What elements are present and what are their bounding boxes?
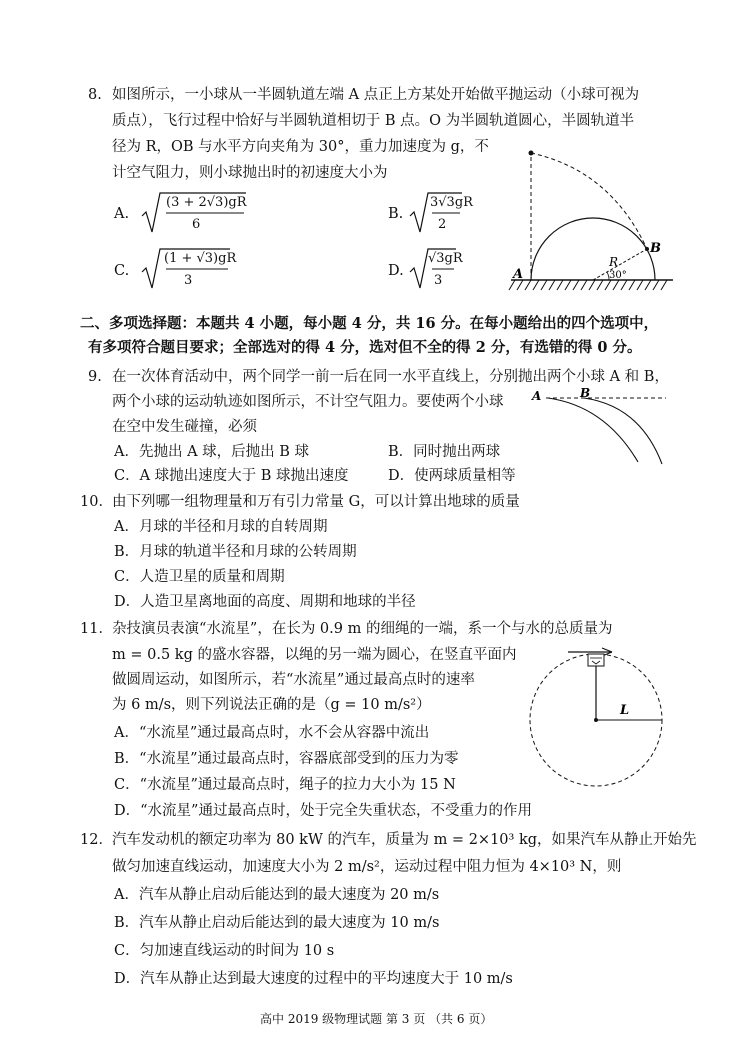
q9-option-c: C．A 球抛出速度大于 B 球抛出速度 (114, 468, 349, 484)
q9-option-a: A．先抛出 A 球，后抛出 B 球 (114, 444, 310, 460)
page-footer: 高中 2019 级物理试题 第 3 页 （共 6 页） (260, 1012, 493, 1026)
q8-option-a-letter: A. (114, 206, 130, 222)
section2-line-2: 有多项符合题目要求；全部选对的得 4 分，选对但不全的得 2 分，有选错的得 0 分。 (88, 339, 642, 356)
q10-option-b: B．月球的轨道半径和月球的公转周期 (114, 544, 357, 560)
q11-label-l: L (620, 703, 630, 718)
q11-option-d: D．“水流星”通过最高点时，处于完全失重状态，不受重力的作用 (114, 803, 532, 819)
q10-option-d: D．人造卫星离地面的高度、周期和地球的半径 (114, 594, 416, 610)
q8-option-d-denominator: 3 (434, 273, 443, 288)
q9-number: 9. (88, 369, 102, 385)
q8-label-a: A (513, 267, 524, 282)
q12-line-2: 做匀加速直线运动，加速度大小为 2 m/s²，运动过程中阻力恒为 4×10³ N，则 (112, 859, 622, 875)
q8-option-c-numerator: (1 + √3)gR (164, 251, 237, 266)
q10-option-c: C．人造卫星的质量和周期 (114, 569, 285, 585)
q9-label-a: A (532, 389, 542, 403)
q12-option-d: D．汽车从静止达到最大速度的过程中的平均速度大于 10 m/s (114, 971, 513, 987)
q11-option-c: C．“水流星”通过最高点时，绳子的拉力大小为 15 N (114, 777, 456, 793)
q11-line-1: 杂技演员表演“水流星”，在长为 0.9 m 的细绳的一端，系一个与水的总质量为 (112, 621, 613, 637)
q9-option-d: D．使两球质量相等 (388, 468, 516, 484)
q8-line-4: 计空气阻力，则小球抛出时的初速度大小为 (112, 165, 388, 181)
q8-line-2: 质点），飞行过程中恰好与半圆轨道相切于 B 点。O 为半圆轨道圆心，半圆轨道半 (112, 113, 635, 129)
q8-option-b-numerator: 3√3gR (430, 195, 473, 210)
q8-option-c-denominator: 3 (184, 273, 193, 288)
q11-option-a: A．“水流星”通过最高点时，水不会从容器中流出 (114, 725, 430, 741)
section2-line-1: 二、多项选择题：本题共 4 小题，每小题 4 分，共 16 分。在每小题给出的四个选项中， (80, 315, 659, 332)
q8-label-angle: 30° (609, 270, 627, 281)
q8-option-d-letter: D. (388, 263, 404, 279)
q8-option-b-denominator: 2 (438, 217, 447, 232)
q8-option-c-letter: C. (114, 263, 130, 279)
q11-line-4: 为 6 m/s，则下列说法正确的是（g = 10 m/s²） (112, 697, 431, 713)
q8-label-r: R (609, 255, 619, 269)
q8-option-b-letter: B. (388, 206, 404, 222)
q11-option-b: B．“水流星”通过最高点时，容器底部受到的压力为零 (114, 751, 459, 767)
q12-number: 12． (80, 832, 113, 848)
q11-figure (528, 640, 674, 800)
q12-option-c: C．匀加速直线运动的时间为 10 s (114, 943, 335, 959)
q8-line-3: 径为 R，OB 与水平方向夹角为 30°，重力加速度为 g，不 (112, 139, 489, 155)
q12-option-b: B．汽车从静止启动后能达到的最大速度为 10 m/s (114, 915, 440, 931)
q11-number: 11． (80, 621, 113, 637)
q11-line-3: 做圆周运动，如图所示，若“水流星”通过最高点时的速率 (112, 672, 475, 688)
q10-option-a: A．月球的半径和月球的自转周期 (114, 519, 328, 535)
q9-figure (530, 384, 670, 466)
q8-number: 8. (88, 87, 102, 103)
q9-label-b: B (580, 386, 591, 400)
q11-line-2: m = 0.5 kg 的盛水容器，以绳的另一端为圆心，在竖直平面内 (112, 647, 517, 663)
q9-line-1: 在一次体育活动中，两个同学一前一后在同一水平直线上，分别抛出两个小球 A 和 B， (112, 369, 669, 385)
q9-option-b: B．同时抛出两球 (388, 444, 501, 460)
q12-option-a: A．汽车从静止启动后能达到的最大速度为 20 m/s (114, 887, 440, 903)
q8-figure (505, 140, 675, 300)
q8-line-1: 如图所示，一小球从一半圆轨道左端 A 点正上方某处开始做平抛运动（小球可视为 (112, 87, 640, 103)
q9-line-2: 两个小球的运动轨迹如图所示，不计空气阻力。要使两个小球 (112, 394, 504, 410)
q10-number: 10． (80, 494, 113, 510)
q9-line-3: 在空中发生碰撞，必须 (112, 419, 257, 435)
q8-option-a-numerator: (3 + 2√3)gR (166, 195, 247, 210)
q12-line-1: 汽车发动机的额定功率为 80 kW 的汽车，质量为 m = 2×10³ kg，如果汽车从静止开始先 (112, 832, 697, 848)
q8-option-d-numerator: √3gR (428, 251, 463, 266)
q8-label-b: B (650, 241, 661, 256)
q8-option-a-denominator: 6 (192, 217, 201, 232)
q10-text: 由下列哪一组物理量和万有引力常量 G，可以计算出地球的质量 (112, 494, 520, 510)
